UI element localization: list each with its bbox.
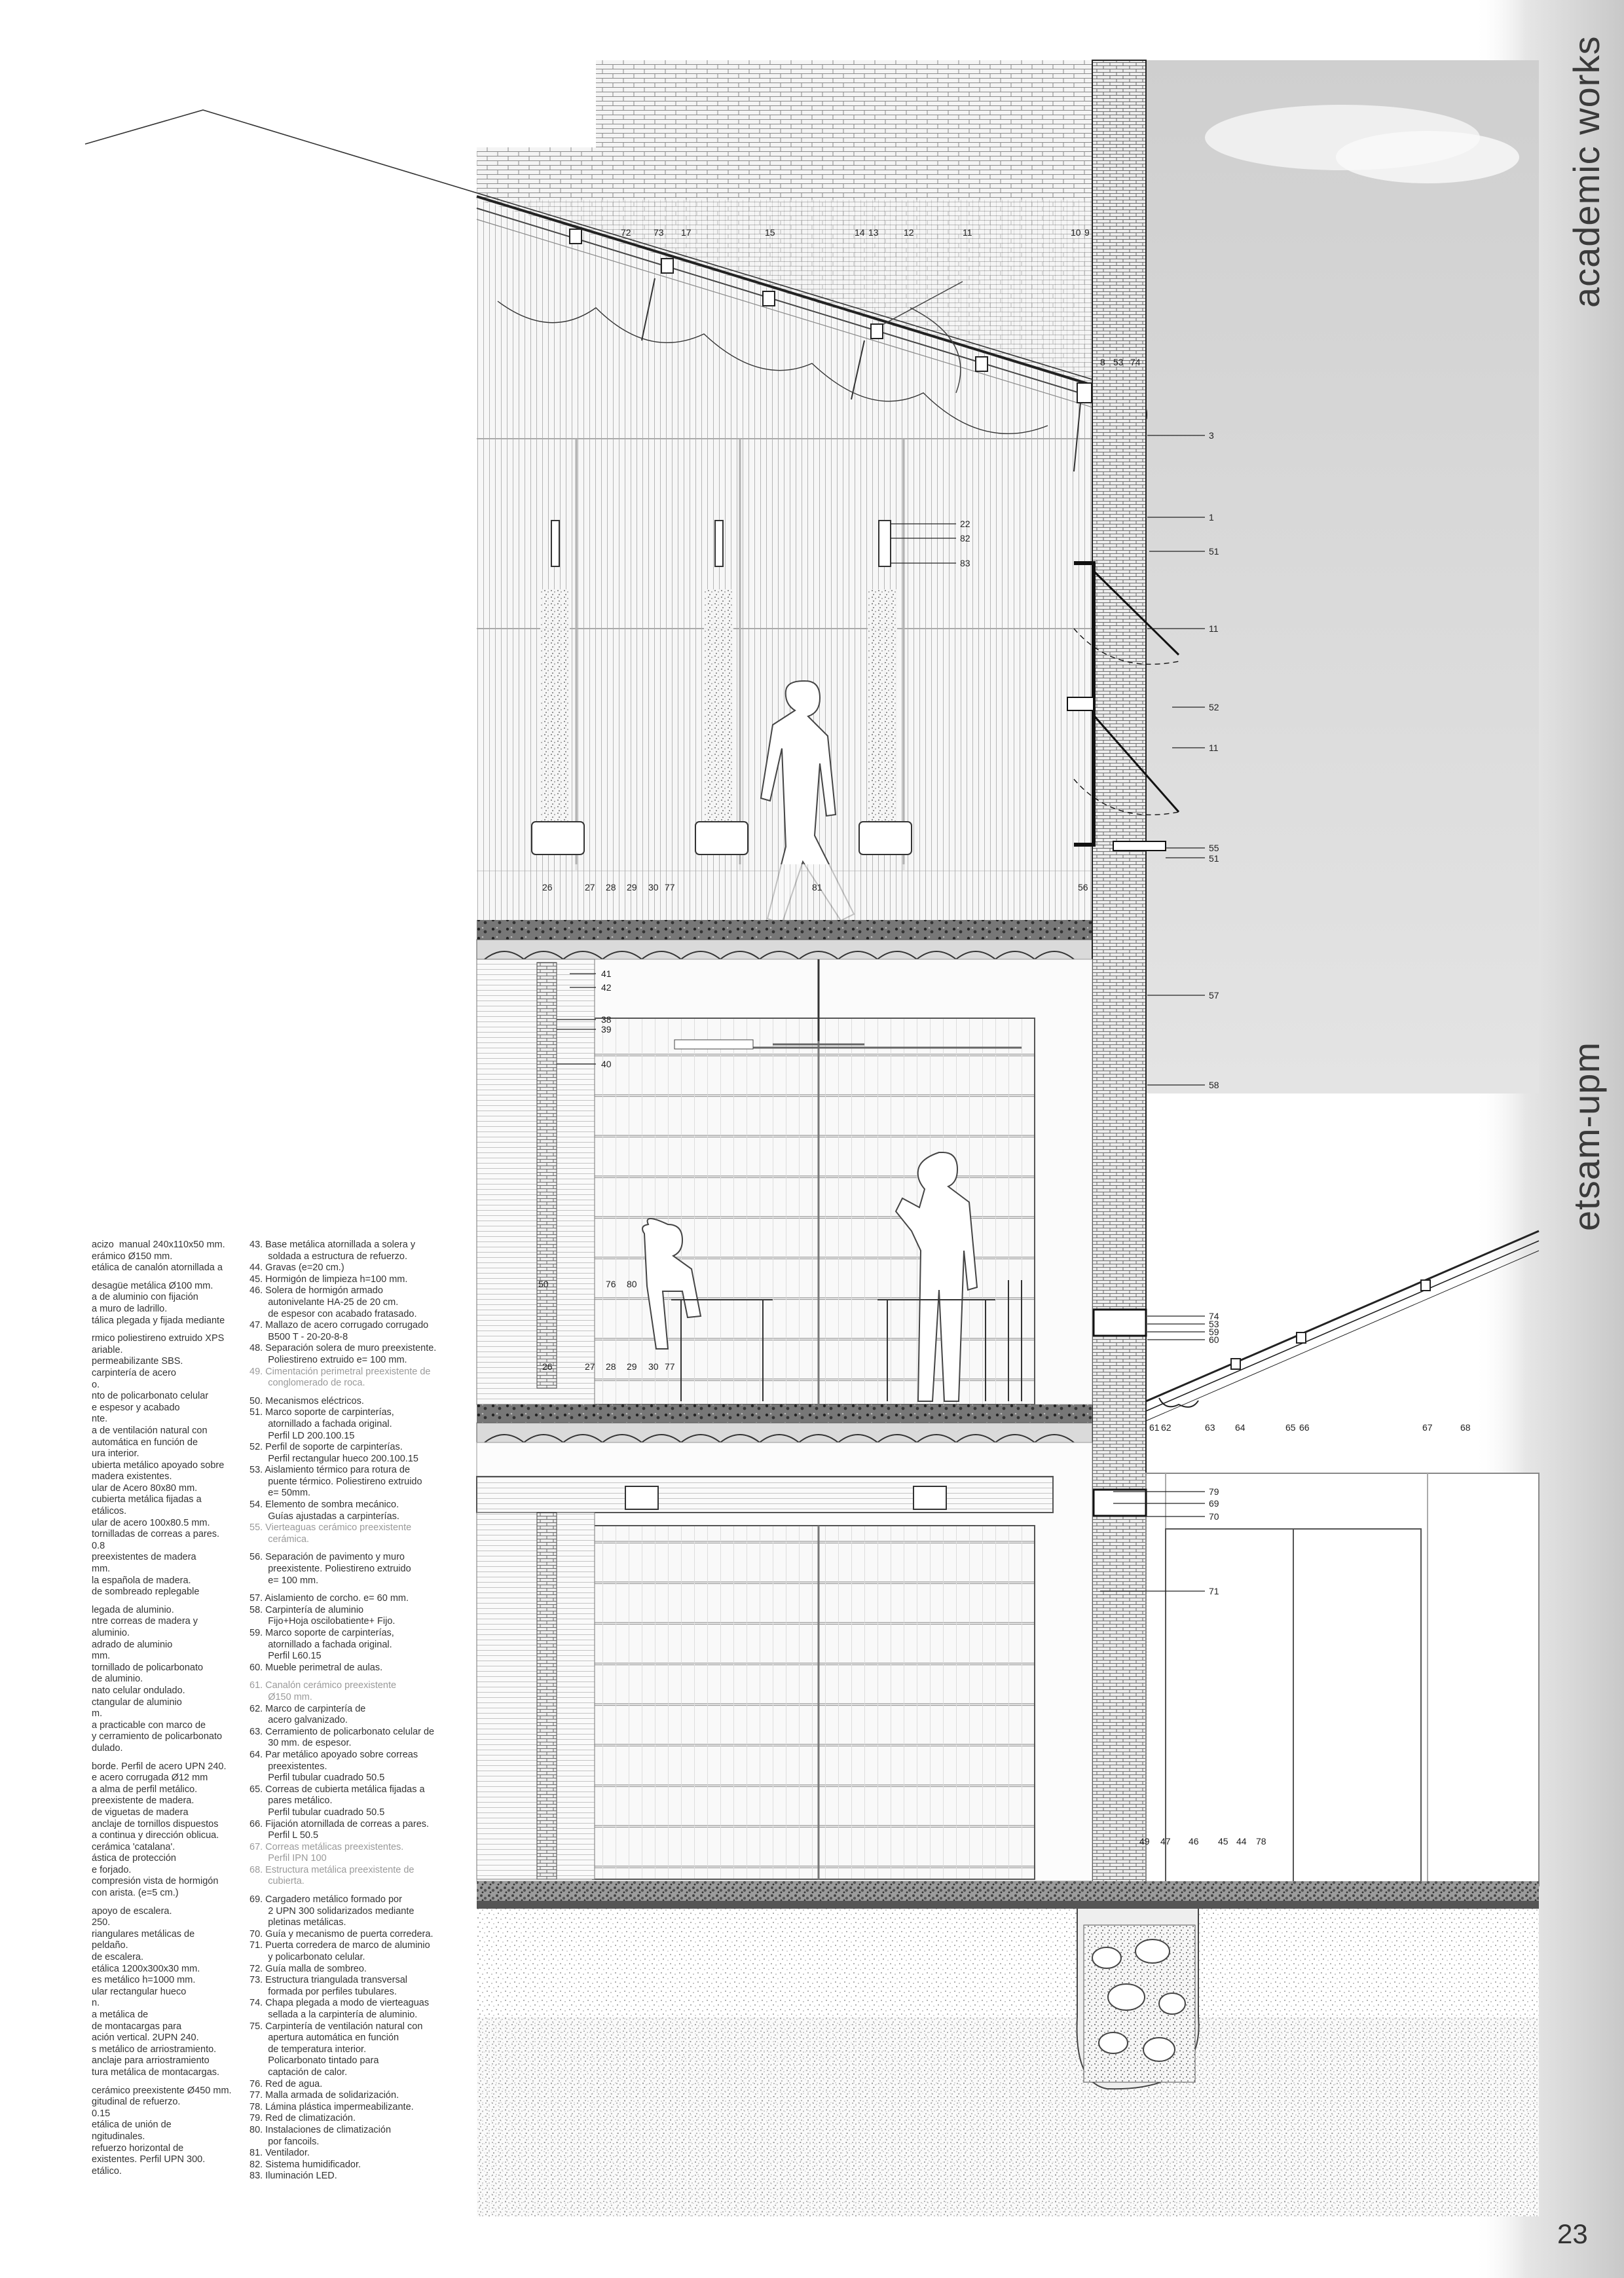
legend-line: [92, 2079, 249, 2085]
legend-line: e espesor y acabado: [92, 1402, 180, 1413]
legend-line: 44. Gravas (e=20 cm.): [249, 1262, 344, 1274]
lintel-beam: [477, 1477, 1053, 1513]
callout-number: 60: [1209, 1334, 1219, 1345]
legend-line: a alma de perfil metálico.: [92, 1784, 198, 1795]
callout-number: 42: [601, 982, 612, 993]
legend-line: carpintería de acero: [92, 1367, 176, 1378]
callout-number: 11: [1209, 623, 1219, 634]
legend-line: desagüe metálica Ø100 mm.: [92, 1280, 213, 1291]
legend-line: 61. Canalón cerámico preexistente: [249, 1680, 397, 1691]
callout-number: 26: [542, 1361, 553, 1372]
callout-number: 68: [1460, 1422, 1471, 1433]
legend-line: legada de aluminio.: [92, 1604, 174, 1615]
callout-number: 27: [585, 882, 595, 892]
callout-number: 38: [601, 1014, 612, 1025]
legend-line: 55. Vierteaguas cerámico preexistente: [249, 1522, 412, 1534]
callout-number: 17: [681, 227, 692, 238]
legend-line: permeabilizante SBS.: [92, 1356, 183, 1367]
legend-line: cubierta.: [249, 1876, 304, 1887]
legend-line: 63. Cerramiento de policarbonato celular de: [249, 1726, 435, 1737]
legend-line: 79. Red de climatización.: [249, 2113, 356, 2124]
callout-number: 52: [1209, 702, 1219, 712]
legend-line: y cerramiento de policarbonato: [92, 1731, 223, 1742]
legend-line: 77. Malla armada de solidarización.: [249, 2090, 399, 2101]
callout-number: 28: [606, 1361, 616, 1372]
legend-line: de temperatura interior.: [249, 2044, 367, 2055]
legend-line: 49. Cimentación perimetral preexistente de: [249, 1366, 431, 1377]
legend-line: 48. Separación solera de muro preexistente.: [249, 1343, 437, 1354]
upper-floor-slab: [477, 920, 1092, 940]
legend-line: s metálico de arriostramiento.: [92, 2044, 217, 2055]
callout-number: 72: [621, 227, 631, 238]
legend-line: sellada a la carpintería de aluminio.: [249, 2010, 418, 2020]
legend-line: 71. Puerta corredera de marco de aluminio: [249, 1940, 430, 1951]
legend-line: Perfil L60.15: [249, 1651, 322, 1662]
legend-line: [249, 1674, 472, 1680]
legend-line: 70. Guía y mecanismo de puerta corredera.: [249, 1928, 434, 1939]
legend-line: m.: [92, 1708, 103, 1719]
callout-number: 74: [1209, 1311, 1219, 1321]
legend-line: cerámica.: [249, 1534, 310, 1545]
legend-line: de escalera.: [92, 1952, 143, 1963]
legend-line: 82. Sistema humidificador.: [249, 2159, 361, 2170]
legend-line: Fijo+Hoja oscilobatiente+ Fijo.: [249, 1616, 396, 1627]
legend-line: atornillado a fachada original.: [249, 1639, 392, 1650]
side-title-academic-works: academic works: [1566, 35, 1607, 308]
legend-line: 67. Correas metálicas preexistentes.: [249, 1841, 404, 1852]
callout-number: 74: [1130, 357, 1141, 367]
callout-number: 70: [1209, 1511, 1219, 1522]
callout-number: 46: [1189, 1836, 1199, 1846]
service-shaft: [537, 963, 557, 1388]
legend-line: la española de madera.: [92, 1575, 191, 1586]
callout-number: 58: [1209, 1080, 1219, 1090]
legend-line: ubierta metálico apoyado sobre: [92, 1460, 225, 1471]
legend-line: ntre correas de madera y: [92, 1616, 198, 1627]
legend-line: existentes. Perfil UPN 300.: [92, 2154, 206, 2165]
legend-line: [92, 1274, 249, 1281]
callout-number: 28: [606, 882, 616, 892]
callouts-annex-roof: [1149, 1422, 1471, 1433]
legend-line: captación de calor.: [249, 2067, 348, 2078]
callout-number: 69: [1209, 1498, 1219, 1509]
legend-line: adrado de aluminio: [92, 1639, 173, 1650]
callout-number: 27: [585, 1361, 595, 1372]
legend-line: [92, 1755, 249, 1761]
legend-line: [249, 1545, 472, 1552]
legend-line: erámico Ø150 mm.: [92, 1251, 173, 1262]
legend-line: cerámica 'catalana'.: [92, 1841, 175, 1852]
legend-line: 0.15: [92, 2108, 111, 2119]
cloud: [1336, 131, 1519, 183]
legend-line: 81. Ventilador.: [249, 2148, 310, 2159]
legend-line: refuerzo horizontal de: [92, 2142, 184, 2154]
legend-line: 56. Separación de pavimento y muro: [249, 1552, 405, 1563]
legend-line: n.: [92, 1998, 100, 2009]
legend-line: [249, 1587, 472, 1593]
legend-line: soldada a estructura de refuerzo.: [249, 1251, 407, 1262]
legend-line: 73. Estructura triangulada transversal: [249, 1975, 407, 1986]
legend-line: ular rectangular hueco: [92, 1986, 187, 1997]
legend-line: compresión vista de hormigón: [92, 1876, 219, 1887]
callout-number: 82: [960, 533, 970, 543]
callout-number: 73: [654, 227, 664, 238]
callout-number: 77: [665, 882, 675, 892]
legend-line: 50. Mecanismos eléctricos.: [249, 1395, 364, 1406]
legend-line: [92, 1598, 249, 1605]
legend-line: a metálica de: [92, 2010, 149, 2020]
legend-line: Perfil tubular cuadrado 50.5: [249, 1773, 385, 1784]
legend-line: Perfil rectangular hueco 200.100.15: [249, 1453, 418, 1464]
legend-line: etálico.: [92, 2165, 122, 2177]
legend-line: de espesor con acabado fratasado.: [249, 1308, 417, 1319]
legend-line: Perfil L 50.5: [249, 1830, 319, 1841]
legend-line: 74. Chapa plegada a modo de vierteaguas: [249, 1998, 430, 2009]
legend-line: e forjado.: [92, 1864, 132, 1875]
callout-number: 67: [1422, 1422, 1433, 1433]
callout-number: 63: [1205, 1422, 1215, 1433]
callout-number: 62: [1161, 1422, 1172, 1433]
legend-line: anclaje para arriostramiento: [92, 2055, 210, 2067]
legend-line: nte.: [92, 1414, 108, 1425]
legend-line: 45. Hormigón de limpieza h=100 mm.: [249, 1274, 408, 1285]
legend-line: de viguetas de madera: [92, 1807, 189, 1818]
callout-number: 78: [1256, 1836, 1266, 1846]
legend-line: 62. Marco de carpintería de: [249, 1703, 366, 1714]
legend-line: a de aluminio con fijación: [92, 1292, 198, 1303]
legend-line: 53. Aislamiento térmico para rotura de: [249, 1465, 411, 1476]
legend-line: ariable.: [92, 1344, 123, 1355]
legend-line: etálica de unión de: [92, 2120, 172, 2131]
legend-line: 57. Aislamiento de corcho. e= 60 mm.: [249, 1593, 409, 1604]
legend-line: Perfil LD 200.100.15: [249, 1430, 355, 1441]
legend-line: 51. Marco soporte de carpinterías,: [249, 1407, 394, 1418]
legend-line: etálica de canalón atornillada a: [92, 1262, 223, 1274]
legend-line: ctangular de aluminio: [92, 1697, 182, 1708]
callout-number: 47: [1160, 1836, 1171, 1846]
callout-number: 30: [648, 1361, 659, 1372]
legend-line: 75. Carpintería de ventilación natural con: [249, 2021, 423, 2032]
legend-line: Perfil tubular cuadrado 50.5: [249, 1807, 385, 1818]
legend-line: 59. Marco soporte de carpinterías,: [249, 1628, 394, 1638]
brick-upper-band: [477, 147, 596, 200]
legend-line: con arista. (e=5 cm.): [92, 1888, 179, 1899]
legend-line: ástica de protección: [92, 1853, 176, 1864]
legend-line: tornilladas de correas a pares.: [92, 1529, 220, 1540]
callout-number: 59: [1209, 1327, 1219, 1337]
brick-facade-wall: [1092, 60, 1146, 1887]
callout-number: 56: [1078, 882, 1088, 892]
legend-line: o.: [92, 1379, 100, 1390]
legend-line: conglomerado de roca.: [249, 1378, 365, 1389]
legend-line: etálica 1200x300x30 mm.: [92, 1963, 200, 1974]
page-number: 23: [1557, 2218, 1588, 2249]
legend-line: mm.: [92, 1564, 111, 1575]
legend-line: Policarbonato tintado para: [249, 2055, 379, 2067]
callout-number: 55: [1209, 843, 1219, 853]
legend-line: e= 50mm.: [249, 1488, 311, 1499]
callout-number: 14: [855, 227, 865, 238]
legend-line: y policarbonato celular.: [249, 1952, 365, 1963]
legend-line: 83. Iluminación LED.: [249, 2171, 337, 2182]
legend-line: ura interior.: [92, 1448, 139, 1460]
legend-line: etálicos.: [92, 1506, 127, 1517]
ground-slab: [477, 1881, 1539, 1901]
legend-line: 66. Fijación atornillada de correas a pares.: [249, 1818, 430, 1829]
legend-line: 0.8: [92, 1540, 105, 1551]
legend-line: nto de policarbonato celular: [92, 1391, 209, 1402]
legend-line: 78. Lámina plástica impermeabilizante.: [249, 2101, 414, 2112]
legend-line: 46. Solera de hormigón armado: [249, 1285, 383, 1296]
legend-line: cubierta metálica fijadas a: [92, 1494, 202, 1505]
callout-number: 53: [1209, 1319, 1219, 1329]
legend-line: B500 T - 20-20-8-8: [249, 1331, 348, 1342]
callout-number: 9: [1084, 227, 1090, 238]
callout-number: 53: [1113, 357, 1124, 367]
callout-number: 3: [1209, 430, 1214, 441]
legend-line: 65. Correas de cubierta metálica fijadas a: [249, 1784, 425, 1795]
legend-line: aluminio.: [92, 1628, 130, 1638]
callout-number: 57: [1209, 990, 1219, 1001]
legend-line: por fancoils.: [249, 2136, 320, 2147]
legend-line: [249, 1888, 472, 1894]
callouts-window-low: [1209, 1311, 1219, 1345]
legend-line: a continua y dirección oblicua.: [92, 1830, 219, 1841]
legend-line: preexistente de madera.: [92, 1795, 194, 1807]
legend-line: formada por perfiles tubulares.: [249, 1986, 397, 1997]
legend-line: automática en función de: [92, 1437, 198, 1448]
callout-number: 76: [606, 1279, 616, 1289]
legend-line: gitudinal de refuerzo.: [92, 2097, 181, 2108]
legend-right-column: [249, 1240, 472, 2182]
callout-number: 15: [765, 227, 775, 238]
legend-line: ular de Acero 80x80 mm.: [92, 1482, 198, 1494]
legend-line: tura metálica de montacargas.: [92, 2067, 220, 2078]
callout-number: 51: [1209, 853, 1219, 864]
callout-number: 10: [1071, 227, 1081, 238]
legend-line: 250.: [92, 1917, 111, 1928]
legend-line: tornillado de policarbonato: [92, 1662, 204, 1673]
legend-line: Guías ajustadas a carpinterías.: [249, 1511, 399, 1522]
legend-line: pares metálico.: [249, 1795, 333, 1807]
legend-line: riangulares metálicas de: [92, 1928, 195, 1939]
callout-number: 51: [1209, 546, 1219, 557]
callout-number: 71: [1209, 1586, 1219, 1596]
legend-line: dulado.: [92, 1742, 123, 1754]
legend-line: Perfil IPN 100: [249, 1853, 327, 1864]
callout-number: 44: [1236, 1836, 1247, 1846]
legend-line: e acero corrugada Ø12 mm: [92, 1773, 208, 1784]
legend-line: [92, 1327, 249, 1333]
legend-line: apertura automática en función: [249, 2032, 399, 2044]
legend-line: mm.: [92, 1651, 111, 1662]
callout-number: 64: [1235, 1422, 1246, 1433]
legend-line: atornillado a fachada original.: [249, 1418, 392, 1429]
legend-line: ngitudinales.: [92, 2131, 145, 2142]
legend-line: 47. Mallazo de acero corrugado corrugado: [249, 1320, 429, 1331]
legend-line: 58. Carpintería de aluminio: [249, 1604, 364, 1615]
legend-line: 69. Cargadero metálico formado por: [249, 1894, 402, 1905]
callout-number: 61: [1149, 1422, 1160, 1433]
legend-line: e= 100 mm.: [249, 1575, 319, 1586]
legend-line: 52. Perfil de soporte de carpinterías.: [249, 1442, 403, 1453]
legend-line: Poliestireno extruido e= 100 mm.: [249, 1354, 407, 1365]
side-title-etsam-upm: etsam-upm: [1566, 1041, 1607, 1231]
callout-number: 29: [627, 882, 637, 892]
legend-line: 2 UPN 300 solidarizados mediante: [249, 1905, 415, 1917]
legend-line: 72. Guía malla de sombreo.: [249, 1963, 367, 1974]
callout-number: 11: [963, 227, 972, 238]
legend-line: 80. Instalaciones de climatización: [249, 2124, 392, 2135]
callout-number: 22: [960, 519, 970, 529]
middle-floor-slab: [477, 1405, 1092, 1423]
callout-number: 13: [868, 227, 879, 238]
callout-number: 50: [538, 1279, 549, 1289]
legend-line: peldaño.: [92, 1940, 128, 1951]
callout-number: 26: [542, 882, 553, 892]
legend-line: de sombreado replegable: [92, 1587, 200, 1598]
legend-line: cerámico preexistente Ø450 mm.: [92, 2085, 232, 2096]
sky-backdrop: [1146, 60, 1539, 1093]
service-shaft-lower: [537, 1513, 557, 1879]
legend-line: Ø150 mm.: [249, 1691, 312, 1702]
legend-line: anclaje de tornillos dispuestos: [92, 1818, 219, 1829]
callout-number: 30: [648, 882, 659, 892]
legend-line: [249, 1389, 472, 1396]
legend-line: 68. Estructura metálica preexistente de: [249, 1864, 415, 1875]
legend-line: a practicable con marco de: [92, 1719, 206, 1731]
legend-line: [92, 1900, 249, 1906]
legend-line: nato celular ondulado.: [92, 1685, 185, 1696]
legend-line: 76. Red de agua.: [249, 2078, 323, 2089]
callout-number: 65: [1285, 1422, 1296, 1433]
legend-line: preexistentes.: [249, 1761, 327, 1772]
legend-line: acizo manual 240x110x50 mm.: [92, 1240, 225, 1250]
legend-line: pletinas metálicas.: [249, 1917, 346, 1928]
bookshelf-lower: [593, 1526, 1035, 1879]
legend-line: puente térmico. Poliestireno extruido: [249, 1476, 422, 1487]
callout-number: 79: [1209, 1486, 1219, 1497]
legend-line: preexistente. Poliestireno extruido: [249, 1564, 411, 1575]
legend-line: 54. Elemento de sombra mecánico.: [249, 1499, 399, 1511]
callout-number: 40: [601, 1059, 612, 1069]
legend-line: ación vertical. 2UPN 240.: [92, 2032, 199, 2044]
legend-line: 30 mm. de espesor.: [249, 1738, 352, 1749]
callout-number: 80: [627, 1279, 637, 1289]
callout-number: 11: [1209, 743, 1219, 753]
legend-line: a muro de ladrillo.: [92, 1303, 168, 1314]
legend-line: madera existentes.: [92, 1471, 172, 1482]
legend-line: borde. Perfil de acero UPN 240.: [92, 1761, 227, 1772]
callout-number: 45: [1218, 1836, 1228, 1846]
callout-number: 83: [960, 558, 970, 568]
callout-number: 66: [1299, 1422, 1310, 1433]
legend-line: 43. Base metálica atornillada a solera y: [249, 1240, 416, 1250]
callout-number: 81: [812, 882, 822, 892]
legend-line: tálica plegada y fijada mediante: [92, 1315, 225, 1326]
legend-line: preexistentes de madera: [92, 1552, 196, 1563]
legend-line: es metálico h=1000 mm.: [92, 1975, 196, 1986]
legend-line: rmico poliestireno extruido XPS: [92, 1333, 225, 1344]
legend-line: apoyo de escalera.: [92, 1905, 172, 1917]
legend-line: acero galvanizado.: [249, 1715, 348, 1726]
legend-line: ular de acero 100x80.5 mm.: [92, 1517, 210, 1528]
callout-number: 29: [627, 1361, 637, 1372]
legend-line: a de ventilación natural con: [92, 1425, 208, 1436]
legend-line: 64. Par metálico apoyado sobre correas: [249, 1749, 418, 1760]
legend-line: autonivelante HA-25 de 20 cm.: [249, 1296, 399, 1308]
callout-number: 41: [601, 968, 612, 979]
legend-line: de montacargas para: [92, 2021, 182, 2032]
callout-number: 12: [904, 227, 914, 238]
legend-left-column: [92, 1240, 249, 2177]
callout-number: 1: [1209, 512, 1214, 523]
callout-number: 49: [1139, 1836, 1150, 1846]
callout-number: 8: [1100, 357, 1105, 367]
legend-line: 60. Mueble perimetral de aulas.: [249, 1662, 383, 1673]
callout-number: 39: [601, 1024, 612, 1035]
callout-number: 77: [665, 1361, 675, 1372]
legend-line: de aluminio.: [92, 1674, 143, 1685]
